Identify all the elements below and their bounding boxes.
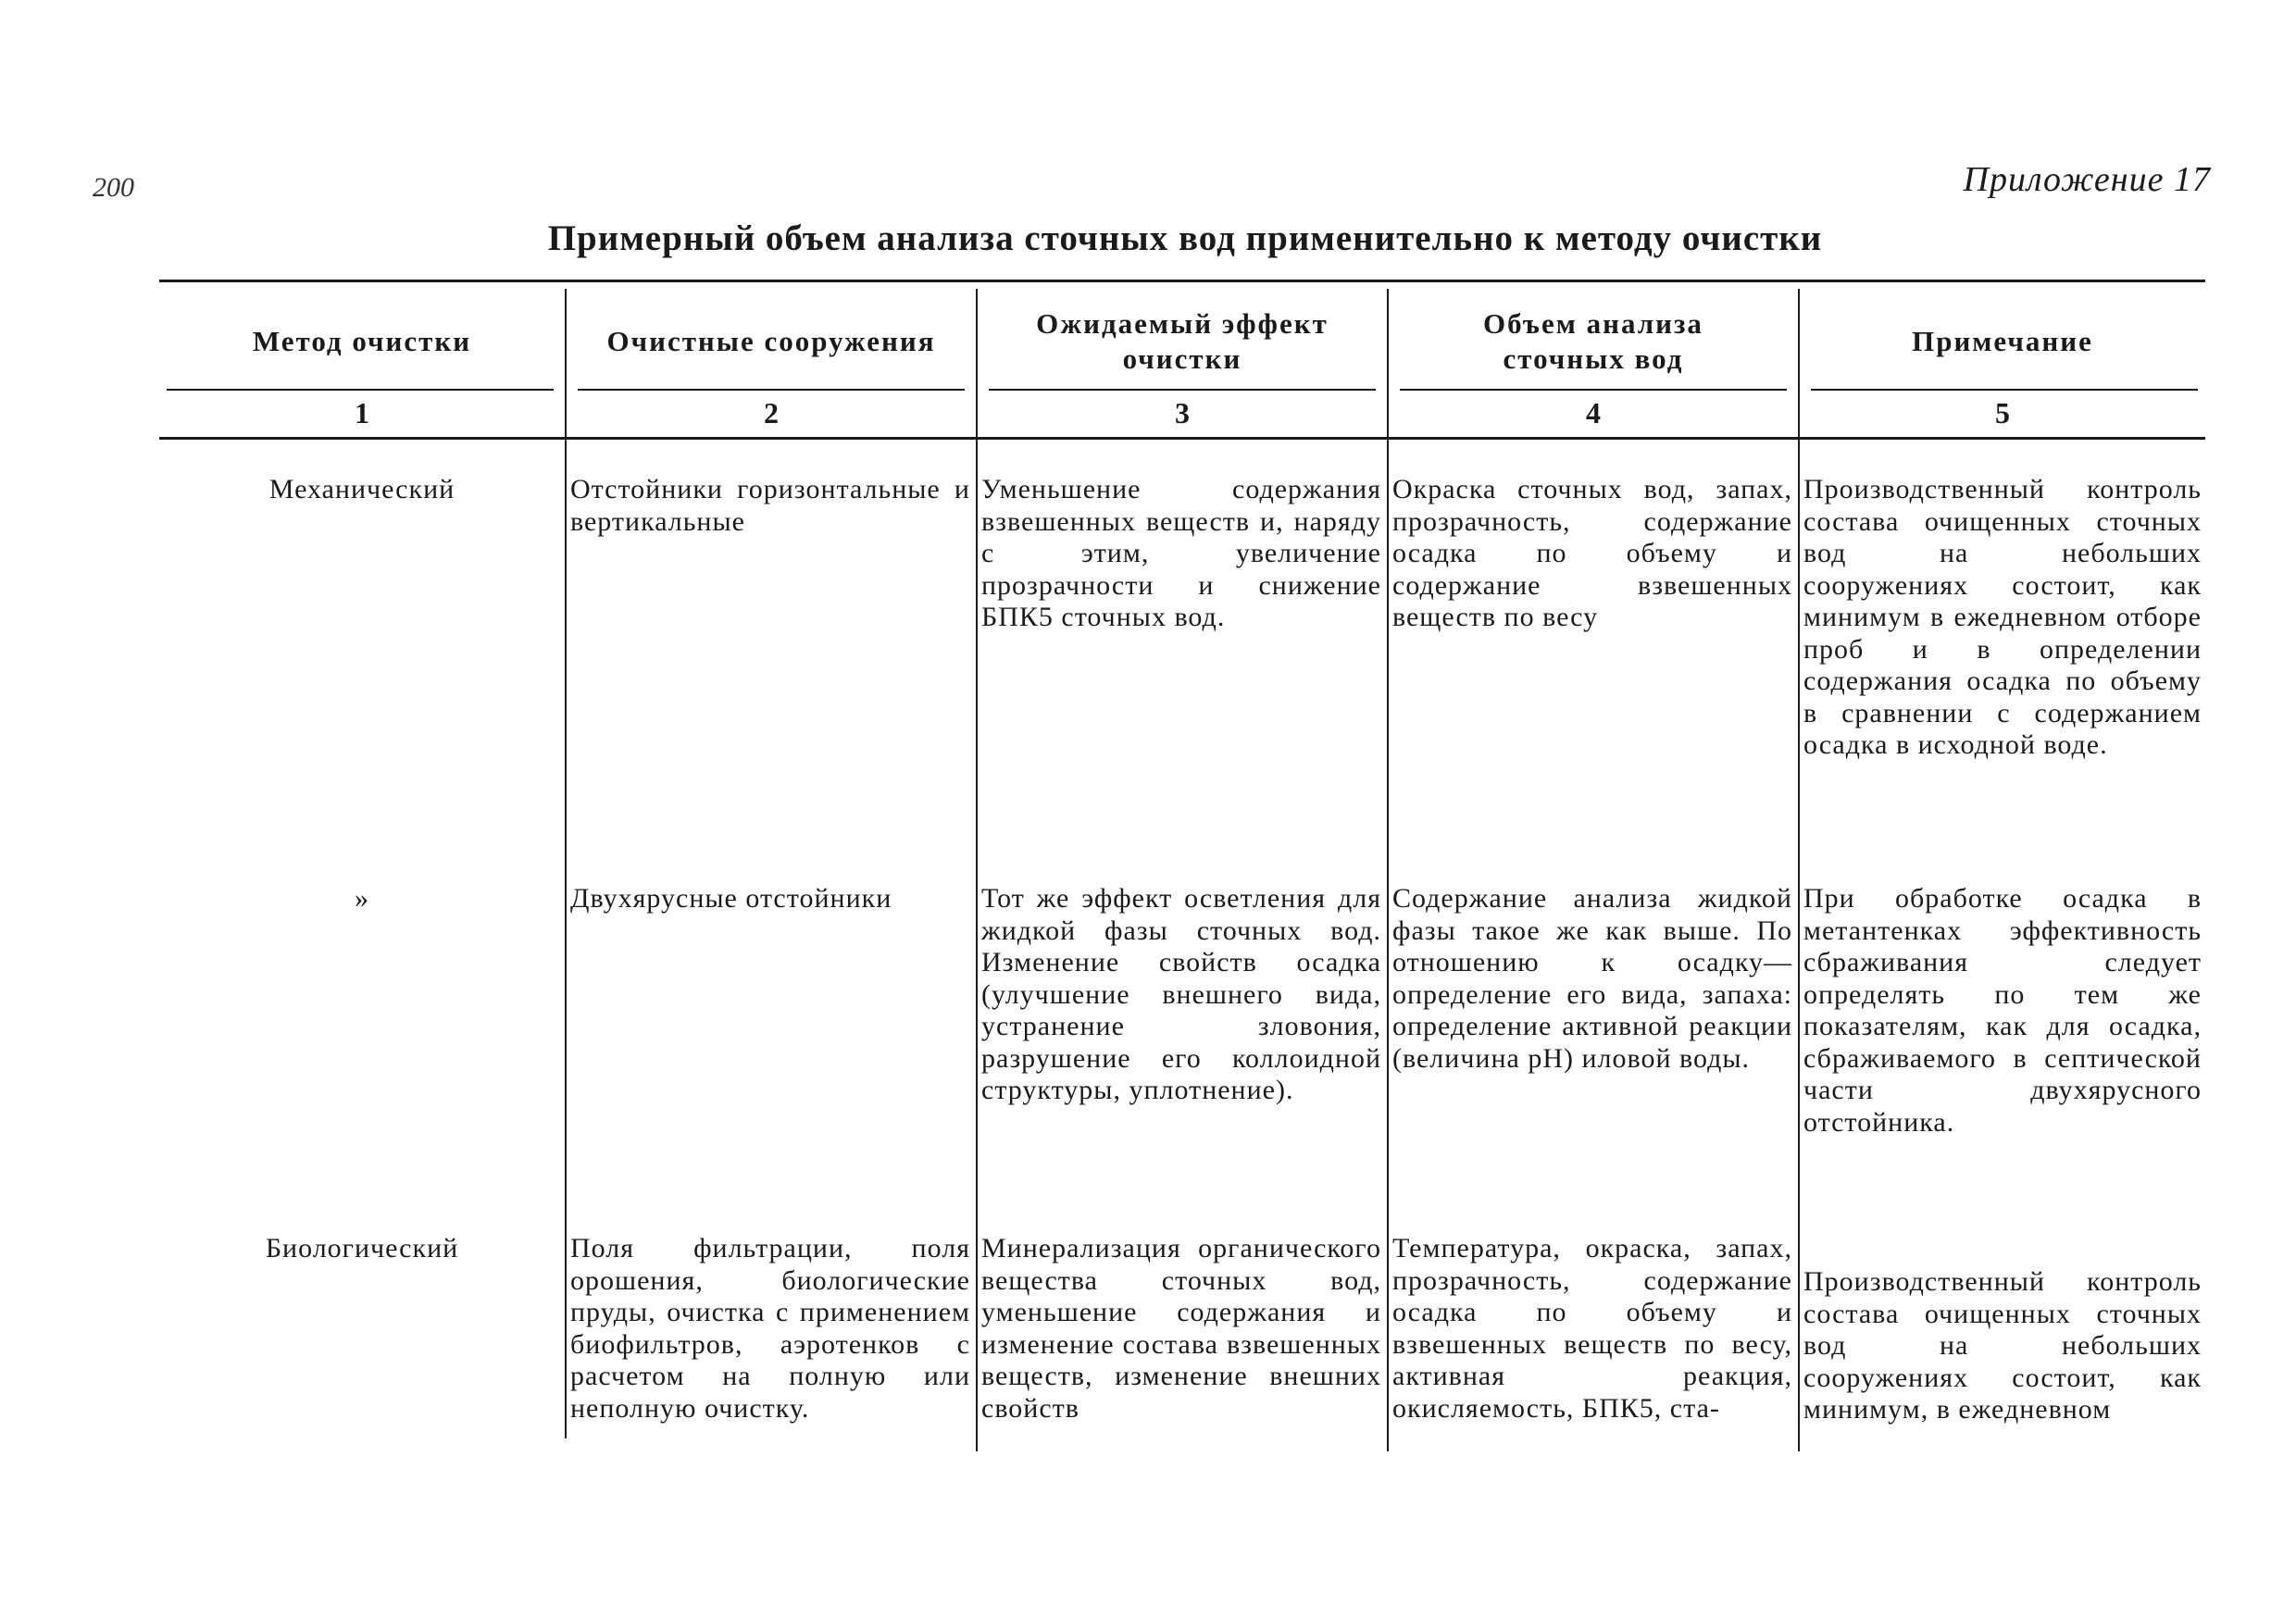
row2-note: При обработке осадка в метантенках эффективность сбраживания следует определять по тем же показателям, как для осадка, сбраживаемого в септической части двухярусного отстойника. [1803,883,2202,1138]
header-analysis-scope: Объем анализа сточных вод [1483,307,1703,375]
row1-note: Производственный контроль состава очищенных сточных вод на небольших сооружениях состоит, как минимум в ежедневном отборе проб и в определении содержания осадка по объему в сравнении с содержанием осадка в исходной воде. [1803,474,2202,760]
column-number-1: 1 [355,396,369,429]
table-top-rule [159,280,2205,282]
column-number-2: 2 [764,396,779,429]
column-number-3: 3 [1175,396,1190,429]
analysis-table [159,280,2205,1451]
header-note: Примечание [1912,325,2093,357]
table-header-bottom-rule [159,437,2205,440]
row3-effect: Минерализация органического вещества сточных вод, уменьшение содержания и изменение состава взвешенных веществ, изменение внешних свойств [981,1233,1381,1424]
header-facilities: Очистные сооружения [606,325,936,357]
column-number-4: 4 [1586,396,1601,429]
row3-method: Биологический [265,1233,459,1263]
column-number-5: 5 [1995,396,2010,429]
row1-method: Механический [268,474,455,504]
row1-effect: Уменьшение содержания взвешенных веществ и, наряду с этим, увеличение прозрачности и снижение БПК5 сточных вод. [981,474,1381,632]
page-title: Примерный объем анализа сточных вод применительно к методу очистки [547,218,1823,258]
column-divider-3 [1387,289,1389,1451]
column-divider-2 [976,289,978,1451]
row2-method: » [355,883,369,914]
column-subrule-1 [167,389,554,391]
row3-note: Производственный контроль состава очищенных сточных вод на небольших сооружениях состоит, как минимум, в ежедневном [1803,1266,2202,1425]
column-divider-1 [565,289,567,1438]
row2-facilities: Двухярусные отстойники [570,883,892,914]
header-method: Метод очистки [252,325,472,357]
appendix-label: Приложение 17 [1963,160,2211,199]
column-subrule-5 [1811,389,2198,391]
row1-analysis: Окраска сточных вод, запах, прозрачность, содержание осадка по объему и содержание взвешенных веществ по весу [1392,474,1792,632]
row2-analysis: Содержание анализа жидкой фазы такое же как выше. По отношению к осадку—определение его вида, запаха: определение активной реакции (величина pH) иловой воды. [1392,883,1792,1074]
header-expected-effect: Ожидаемый эффект очистки [1036,307,1329,375]
row3-analysis: Температура, окраска, запах, прозрачность, содержание осадка по объему и взвешенных веществ по весу, активная реакция, окисляемость, БПК5, ста- [1392,1233,1792,1424]
column-divider-4 [1798,289,1800,1451]
column-subrule-2 [578,389,965,391]
row2-effect: Тот же эффект осветления для жидкой фазы сточных вод. Изменение свойств осадка (улучшение внешнего вида, устранение зловония, разрушение его коллоидной структуры, уплотнение). [981,883,1381,1105]
row3-facilities: Поля фильтрации, поля орошения, биологические пруды, очистка с применением биофильтров, аэротенков с расчетом на полную или неполную очистку. [570,1233,970,1424]
column-subrule-4 [1400,389,1787,391]
row1-facilities: Отстойники горизонтальные и вертикальные [570,474,970,537]
column-subrule-3 [989,389,1376,391]
page-number: 200 [93,172,134,203]
